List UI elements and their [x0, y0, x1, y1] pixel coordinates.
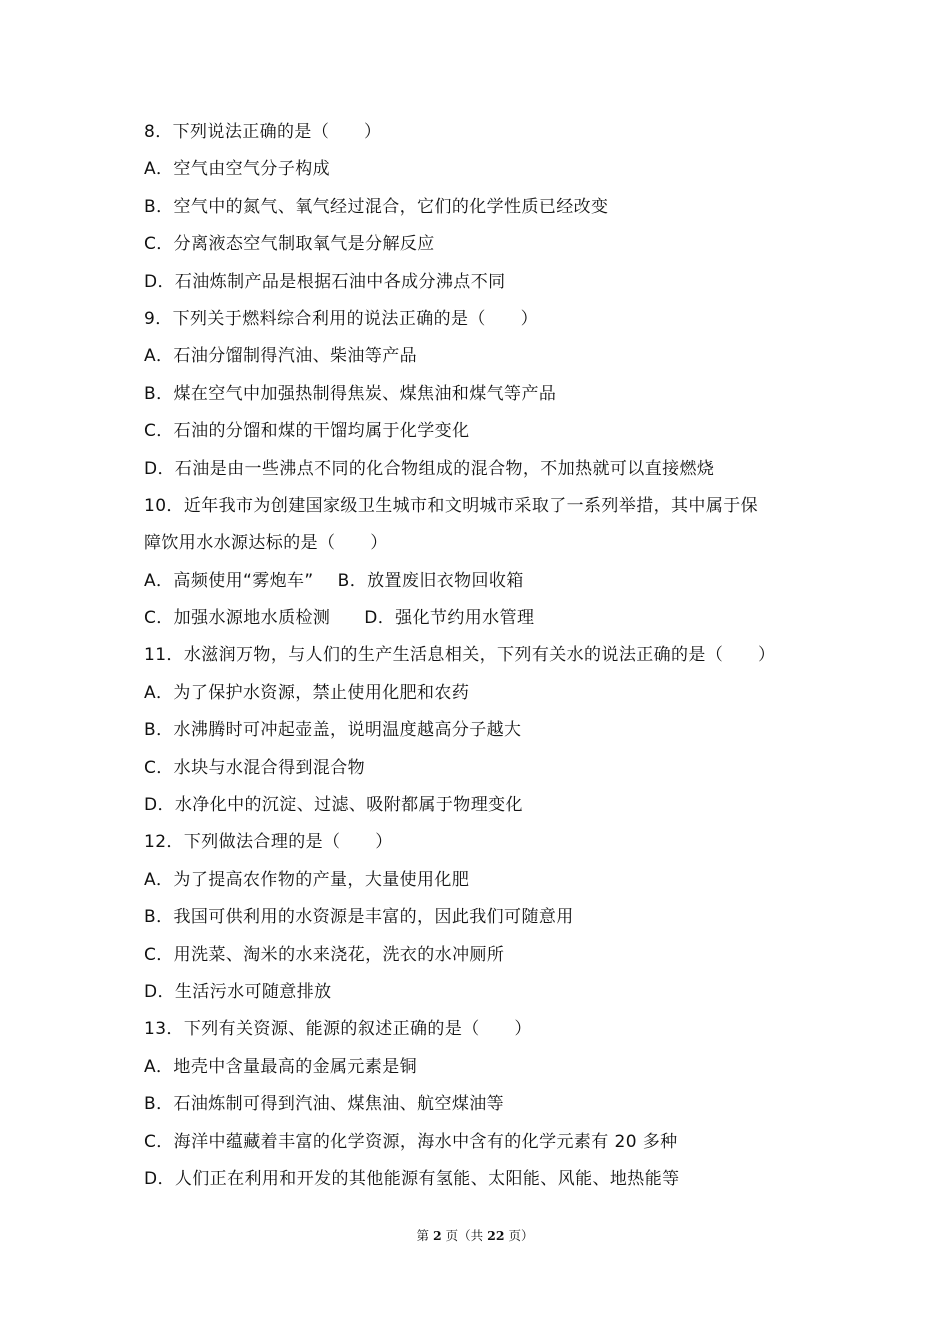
option-b: B．石油炼制可得到汽油、煤焦油、航空煤油等 — [144, 1094, 505, 1115]
question-stem: 9．下列关于燃料综合利用的说法正确的是（ ） — [144, 308, 539, 329]
option-a: A．石油分馏制得汽油、柴油等产品 — [144, 346, 418, 367]
option-d: D．水净化中的沉淀、过滤、吸附都属于物理变化 — [144, 795, 523, 816]
question-stem: 13．下列有关资源、能源的叙述正确的是（ ） — [144, 1019, 532, 1040]
option-c: C．用洗菜、淘米的水来浇花，洗衣的水冲厕所 — [144, 944, 505, 965]
option-a: A．高频使用“雾炮车” — [144, 570, 314, 591]
question-stem: 11．水滋润万物，与人们的生产生活息相关，下列有关水的说法正确的是（ ） — [144, 645, 776, 666]
option-c: C．海洋中蕴藏着丰富的化学资源，海水中含有的化学元素有 20 多种 — [144, 1131, 678, 1152]
option-b: B．我国可供利用的水资源是丰富的，因此我们可随意用 — [144, 907, 574, 928]
option-c: C．石油的分馏和煤的干馏均属于化学变化 — [144, 421, 470, 442]
option-a: A．空气由空气分子构成 — [144, 159, 331, 180]
option-b: B．放置废旧衣物回收箱 — [337, 570, 524, 591]
question-list — [144, 114, 824, 1198]
option-b: B．空气中的氮气、氧气经过混合，它们的化学性质已经改变 — [144, 196, 609, 217]
footer-prefix: 第 — [416, 1228, 433, 1243]
option-row — [144, 563, 824, 600]
question-stem: 12．下列做法合理的是（ ） — [144, 832, 393, 853]
option-b: B．水沸腾时可冲起壶盖，说明温度越高分子越大 — [144, 720, 522, 741]
question-stem: 8．下列说法正确的是（ ） — [144, 122, 382, 142]
option-d: D．石油是由一些沸点不同的化合物组成的混合物，不加热就可以直接燃烧 — [144, 458, 715, 479]
option-a: A．地壳中含量最高的金属元素是铜 — [144, 1056, 418, 1077]
page-footer — [0, 1226, 950, 1244]
page-number: 2 — [432, 1228, 442, 1243]
option-row — [144, 600, 824, 637]
footer-middle: 页（共 — [441, 1228, 488, 1243]
option-d: D．强化节约用水管理 — [364, 608, 535, 629]
question-stem-line2: 障饮用水水源达标的是（ ） — [144, 533, 388, 554]
question-stem-line1: 10．近年我市为创建国家级卫生城市和文明城市采取了一系列举措，其中属于保 — [144, 495, 759, 516]
footer-suffix: 页） — [504, 1228, 534, 1243]
option-b: B．煤在空气中加强热制得焦炭、煤焦油和煤气等产品 — [144, 383, 557, 404]
option-d: D．石油炼制产品是根据石油中各成分沸点不同 — [144, 271, 506, 292]
option-a: A．为了保护水资源，禁止使用化肥和农药 — [144, 682, 470, 703]
option-d: D．生活污水可随意排放 — [144, 981, 332, 1002]
option-c: C．分离液态空气制取氧气是分解反应 — [144, 234, 435, 255]
page-total: 22 — [487, 1228, 505, 1243]
option-c: C．水块与水混合得到混合物 — [144, 757, 366, 778]
option-c: C．加强水源地水质检测 — [144, 608, 331, 629]
option-a: A．为了提高农作物的产量，大量使用化肥 — [144, 869, 470, 890]
option-d: D．人们正在利用和开发的其他能源有氢能、太阳能、风能、地热能等 — [144, 1168, 680, 1189]
